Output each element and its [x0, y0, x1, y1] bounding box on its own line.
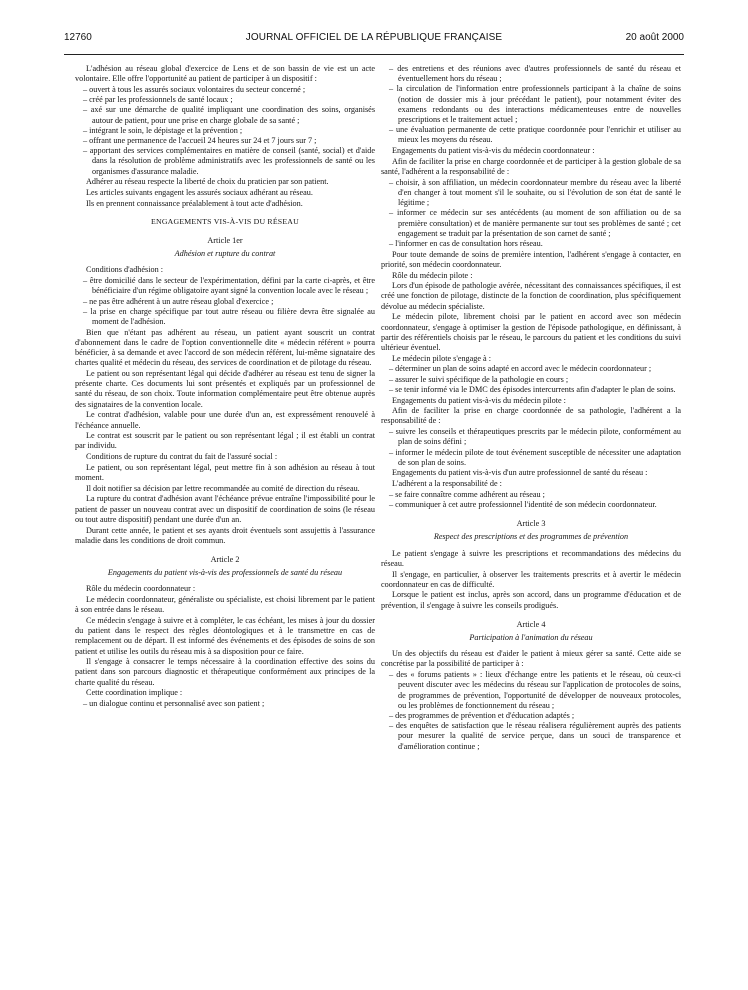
paragraph: Les articles suivants engagent les assurés sociaux adhérant au réseau. [86, 187, 313, 197]
list-item: – apportant des services complémentaires en matière de conseil (santé, social) et d'aide dans la résolution de problème administratifs avec les professionnels de santé ou les organismes d'assurance maladie. [75, 146, 375, 177]
paragraph: Conditions d'adhésion : [86, 265, 163, 275]
paragraph: Engagements du patient vis-à-vis du médecin pilote : [392, 395, 566, 405]
paragraph: Le patient s'engage à suivre les prescriptions et recommandations des médecins du réseau. [381, 548, 681, 568]
page-header [64, 28, 684, 55]
list-item: – la circulation de l'information entre professionnels participant à la chaîne de soins (notion de dossier mis à jour précédant le patient), pour notamment éviter des examens redondants ou des interactions médicamenteuses entre de nouvelles prescriptions et le traitement actuel ; [381, 84, 681, 125]
paragraph: L'adhérent a la responsabilité de : [392, 479, 502, 489]
paragraph: Il doit notifier sa décision par lettre recommandée au comité de direction du réseau. [86, 483, 360, 493]
list-item: – être domicilié dans le secteur de l'expérimentation, défini par la carte ci-après, et être bénéficiaire d'un régime obligatoire ayant signé la convention locale avec le réseau ; [75, 276, 375, 296]
paragraph: La rupture du contrat d'adhésion avant l'échéance prévue entraîne l'impossibilité pour le patient de passer un nouveau contrat avec un dispositif de coordination de soins (le réseau ou tout autre dispositif) pendant une durée d'un an. [75, 494, 375, 524]
paragraph: Le contrat est souscrit par le patient ou son représentant légal ; il est établi un contrat par individu. [75, 431, 375, 451]
paragraph: Durant cette année, le patient et ses ayants droit éventuels sont assujettis à l'assurance maladie dans les conditions de droit commun. [75, 525, 375, 545]
list-item: – se tenir informé via le DMC des épisodes intercurrents afin d'adapter le plan de soins. [381, 385, 681, 395]
list-item: – un dialogue continu et personnalisé avec son patient ; [75, 699, 375, 709]
section-heading: ENGAGEMENTS VIS-À-VIS DU RÉSEAU [151, 216, 299, 226]
list-item: – ouvert à tous les assurés sociaux volontaires du secteur concerné ; [75, 85, 375, 95]
bullet-list [75, 699, 375, 709]
list-item: – axé sur une démarche de qualité impliquant une coordination des soins, organisés autour de patient, pour une prise en charge globale de sa santé ; [75, 105, 375, 125]
article-title: Engagements du patient vis-à-vis des professionnels de santé du réseau [107, 568, 343, 578]
paragraph: Pour toute demande de soins de première intention, l'adhérent s'engage à contacter, en priorité, son médecin coordonnateur. [381, 249, 681, 269]
list-item: – une évaluation permanente de cette pratique coordonnée pour l'enrichir et utiliser au mieux les moyens du réseau. [381, 125, 681, 145]
paragraph: Cette coordination implique : [86, 688, 183, 698]
list-item: – assurer le suivi spécifique de la pathologie en cours ; [381, 375, 681, 385]
article-heading: Article 2 [210, 554, 240, 564]
paragraph: Le patient ou son représentant légal qui décide d'adhérer au réseau est tenu de signer la présente charte. Ces documents lui sont présentés et expliqués par un professionnel de santé du réseau, de son choix. Toute information complémentaire peut être obtenue auprès des signataires de la convention locale. [75, 368, 375, 409]
paragraph: Afin de faciliter la prise en charge coordonnée et de participer à la gestion globale de sa santé, l'adhérent a la responsabilité de : [381, 156, 681, 177]
bullet-list [75, 276, 375, 327]
list-item: – des programmes de prévention et d'éducation adaptés ; [381, 711, 681, 721]
paragraph: Lors d'un épisode de pathologie avérée, nécessitant des connaissances spécifiques, il est créé une fonction de pilotage, distincte de la fonction de coordination, plus spécifiquement dévolue au médecin spécialiste. [381, 281, 681, 311]
paragraph: Un des objectifs du réseau est d'aider le patient à mieux gérer sa santé. Cette aide se concrétise par la possibilité de participer à : [381, 649, 681, 669]
bullet-list [381, 490, 681, 510]
paragraph: Le patient, ou son représentant légal, peut mettre fin à son adhésion au réseau à tout moment. [75, 462, 375, 483]
page-number: 12760 [64, 32, 92, 43]
list-item: – se faire connaître comme adhérent au réseau ; [381, 490, 681, 500]
list-item: – la prise en charge spécifique par tout autre réseau ou filière devra être signalée au moment de l'adhésion. [75, 307, 375, 327]
publication-date: 20 août 2000 [625, 32, 684, 43]
article-title: Adhésion et rupture du contrat [174, 249, 276, 259]
list-item: – informer le médecin pilote de tout événement susceptible de nécessiter une adaptation de son plan de soins. [381, 448, 681, 468]
article-title: Participation à l'animation du réseau [469, 633, 593, 643]
list-item: – déterminer un plan de soins adapté en accord avec le médecin coordonnateur ; [381, 364, 681, 374]
list-item: – offrant une permanence de l'accueil 24 heures sur 24 et 7 jours sur 7 ; [75, 136, 375, 146]
list-item: – des entretiens et des réunions avec d'autres professionnels de santé du réseau et éventuellement hors du réseau ; [381, 64, 681, 84]
paragraph: Lorsque le patient est inclus, après son accord, dans un programme d'éducation et de prévention, il s'engage à suivre les conseils prodigués. [381, 590, 681, 610]
paragraph: Le contrat d'adhésion, valable pour une durée d'un an, est expressément renouvelé à l'échéance annuelle. [75, 410, 375, 430]
paragraph: Bien que n'étant pas adhérent au réseau, un patient ayant souscrit un contrat d'abonnement dans le cadre de l'option conventionnelle dite « médecin référent » pourra bénéficier, à sa demande et avec l'accord de son médecin référent, lui-même signataire des chartes qualité et médecin du réseau, des services de coordination et de pilotage du réseau. [75, 327, 375, 368]
bullet-list [381, 178, 681, 249]
paragraph: Rôle du médecin coordonnateur : [86, 584, 196, 594]
paragraph: Il s'engage, en particulier, à observer les traitements prescrits et à avertir le médecin coordonnateur en cas de difficulté. [381, 569, 681, 589]
paragraph: Le médecin coordonnateur, généraliste ou spécialiste, est choisi librement par le patient à son entrée dans le réseau. [75, 595, 375, 615]
journal-title: JOURNAL OFFICIEL DE LA RÉPUBLIQUE FRANÇAISE [245, 32, 503, 43]
paragraph: Conditions de rupture du contrat du fait de l'assuré social : [86, 452, 278, 462]
paragraph: Adhérer au réseau respecte la liberté de choix du praticien par son patient. [86, 177, 329, 187]
right-column [381, 64, 681, 982]
list-item: – l'informer en cas de consultation hors réseau. [381, 239, 681, 249]
list-item: – communiquer à cet autre professionnel l'identité de son médecin coordonnateur. [381, 500, 681, 510]
article-heading: Article 1er [207, 236, 243, 246]
paragraph: L'adhésion au réseau global d'exercice de Lens et de son bassin de vie est un acte volontaire. Elle offre l'opportunité au patient de participer à un dispositif : [75, 64, 375, 84]
paragraph: Ce médecin s'engage à suivre et à compléter, le cas échéant, les mises à jour du dossier du patient dans le respect des règles déontologiques et à le transmettre en cas de remplacement ou de départ. Il est informé des événements et des épisodes de soins de son patient et utilise les outils du réseau mis à sa disposition pour ce faire. [75, 615, 375, 656]
bullet-list [381, 427, 681, 468]
paragraph: Engagements du patient vis-à-vis d'un autre professionnel de santé du réseau : [392, 468, 648, 478]
paragraph: Il s'engage à consacrer le temps nécessaire à la coordination effective des soins du patient dans son parcours diagnostic et thérapeutique conformément aux principes de la charte qualité du réseau. [75, 657, 375, 687]
bullet-list [381, 364, 681, 395]
bullet-list [75, 85, 375, 177]
paragraph: Afin de faciliter la prise en charge coordonnée de sa pathologie, l'adhérent a la responsabilité de : [381, 406, 681, 426]
bullet-list [381, 64, 681, 146]
list-item: – ne pas être adhérent à un autre réseau global d'exercice ; [75, 297, 375, 307]
paragraph: Le médecin pilote, librement choisi par le patient en accord avec son médecin coordonnateur, s'engage à optimiser la gestion de l'épisode pathologique, en définissant, à partir des référentiels choisis par le réseau, le parcours du patient et les conditions du suivi ultérieur éventuel. [381, 312, 681, 352]
article-title: Respect des prescriptions et des programmes de prévention [433, 532, 629, 542]
list-item: – créé par les professionnels de santé locaux ; [75, 95, 375, 105]
list-item: – intégrant le soin, le dépistage et la prévention ; [75, 126, 375, 136]
article-heading: Article 4 [516, 619, 546, 629]
list-item: – des enquêtes de satisfaction que le réseau réalisera régulièrement auprès des patients pour mesurer la qualité de service perçue, dans un souci de transparence et d'amélioration continue ; [381, 721, 681, 752]
paragraph: Le médecin pilote s'engage à : [392, 353, 492, 363]
paragraph: Ils en prennent connaissance préalablement à tout acte d'adhésion. [86, 198, 303, 208]
list-item: – informer ce médecin sur ses antécédents (au moment de son affiliation ou de sa première consultation) et de manière permanente sur tout ses problèmes de santé ; cet engagement se traduit par la présentation de son carnet de santé ; [381, 208, 681, 239]
list-item: – des « forums patients » : lieux d'échange entre les patients et le réseau, où ceux-ci peuvent discuter avec les médecins du réseau sur l'application de protocoles de soins, de programmes de prévention, l'opportunité de développer de nouveaux protocoles, ou les problèmes de fonctionnement du réseau ; [381, 670, 681, 711]
list-item: – choisir, à son affiliation, un médecin coordonnateur membre du réseau avec la liberté d'en changer à tout moment s'il le souhaite, ou si l'évolution de son état de santé le légitime ; [381, 178, 681, 209]
paragraph: Rôle du médecin pilote : [392, 270, 473, 280]
list-item: – suivre les conseils et thérapeutiques prescrits par le médecin pilote, conformément au plan de soins défini ; [381, 427, 681, 447]
left-column [75, 64, 375, 982]
article-heading: Article 3 [516, 519, 546, 529]
bullet-list [381, 670, 681, 752]
paragraph: Engagements du patient vis-à-vis du médecin coordonnateur : [392, 146, 595, 156]
